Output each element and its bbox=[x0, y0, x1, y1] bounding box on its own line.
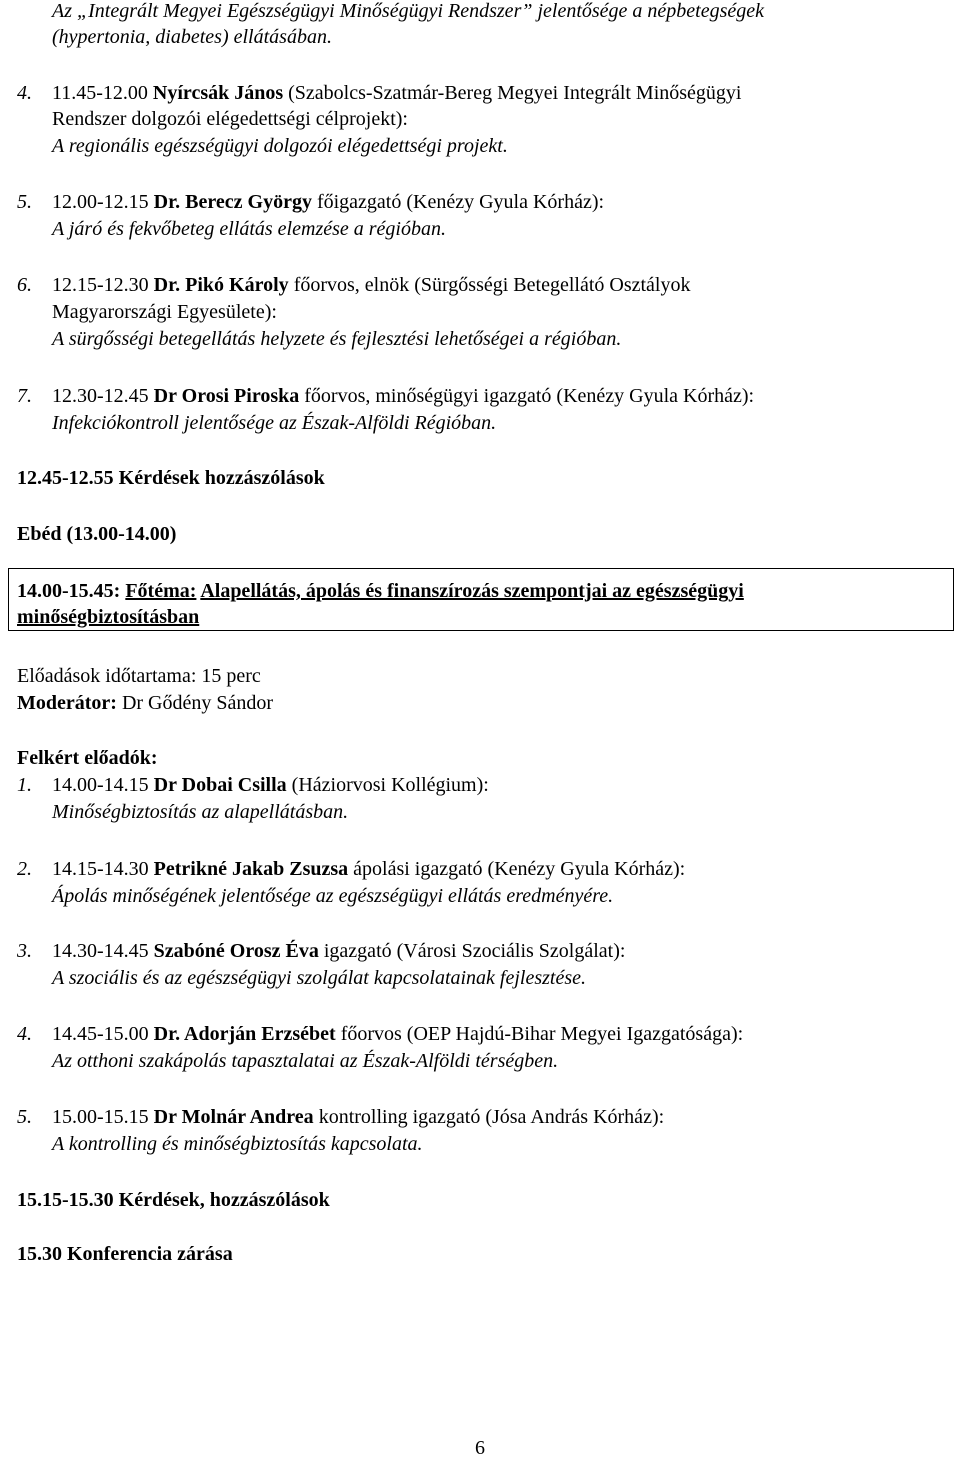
speaker-name: Dr Orosi Piroska bbox=[153, 385, 300, 407]
main-topic-time: 14.00-15.45: bbox=[17, 580, 121, 602]
speakers-heading: Felkért előadók: bbox=[17, 747, 158, 769]
main-topic-label: Főtéma: bbox=[125, 580, 197, 602]
agenda-item-header bbox=[52, 272, 690, 298]
speaker-affiliation-cont: Magyarországi Egyesülete): bbox=[52, 301, 277, 323]
item-number: 2. bbox=[17, 858, 32, 880]
conference-closing: 15.30 Konferencia zárása bbox=[17, 1243, 233, 1265]
agenda-item-header bbox=[52, 772, 489, 798]
agenda-item-header bbox=[52, 383, 754, 409]
questions-slot: 15.15-15.30 Kérdések, hozzászólások bbox=[17, 1189, 330, 1211]
speaker-affiliation-cont: Rendszer dolgozói elégedettségi célprojekt): bbox=[52, 108, 408, 130]
agenda-item-header bbox=[52, 80, 742, 106]
item-number: 5. bbox=[17, 191, 32, 213]
speaker-affiliation: (Szabolcs-Szatmár-Bereg Megyei Integrált Minőségügyi bbox=[288, 82, 742, 104]
agenda-item-header bbox=[52, 1104, 664, 1130]
item-time: 12.00-12.15 bbox=[52, 191, 149, 213]
speaker-affiliation: főorvos, elnök (Sürgősségi Betegellátó Osztályok bbox=[293, 274, 691, 296]
talk-title: Infekciókontroll jelentősége az Észak-Alföldi Régióban. bbox=[52, 412, 497, 434]
agenda-item-header bbox=[52, 856, 685, 882]
main-topic-text: Alapellátás, ápolás és finanszírozás szempontjai az egészségügyi bbox=[200, 580, 744, 602]
item-number: 4. bbox=[17, 82, 32, 104]
item-time: 14.00-14.15 bbox=[52, 774, 149, 796]
item-time: 14.30-14.45 bbox=[52, 940, 149, 962]
speaker-affiliation: főigazgató (Kenézy Gyula Kórház): bbox=[316, 191, 605, 213]
talk-title: A járó és fekvőbeteg ellátás elemzése a régióban. bbox=[52, 218, 446, 240]
item-time: 11.45-12.00 bbox=[52, 82, 148, 104]
speaker-name: Dr. Berecz György bbox=[153, 191, 312, 213]
talk-duration: Előadások időtartama: 15 perc bbox=[17, 665, 261, 687]
moderator-name: Dr Gődény Sándor bbox=[121, 692, 274, 714]
page-number: 6 bbox=[475, 1437, 485, 1459]
item-time: 15.00-15.15 bbox=[52, 1106, 149, 1128]
speaker-name: Dr Dobai Csilla bbox=[153, 774, 287, 796]
speaker-name: Dr. Adorján Erzsébet bbox=[153, 1023, 336, 1045]
speaker-name: Nyírcsák János bbox=[152, 82, 284, 104]
speaker-name: Szabóné Orosz Éva bbox=[153, 940, 319, 962]
moderator bbox=[17, 690, 273, 716]
agenda-item-header bbox=[52, 189, 604, 215]
item-number: 1. bbox=[17, 774, 32, 796]
speaker-affiliation: (Háziorvosi Kollégium): bbox=[291, 774, 489, 796]
speaker-name: Dr. Pikó Károly bbox=[153, 274, 289, 296]
item-number: 3. bbox=[17, 940, 32, 962]
questions-slot: 12.45-12.55 Kérdések hozzászólások bbox=[17, 467, 325, 489]
intro-line-1: Az „Integrált Megyei Egészségügyi Minőségügyi Rendszer” jelentősége a népbetegségek bbox=[52, 0, 765, 22]
item-time: 12.15-12.30 bbox=[52, 274, 149, 296]
speaker-affiliation: ápolási igazgató (Kenézy Gyula Kórház): bbox=[353, 858, 686, 880]
talk-title: A kontrolling és minőségbiztosítás kapcsolata. bbox=[52, 1133, 423, 1155]
moderator-label: Moderátor: bbox=[17, 692, 117, 714]
speaker-affiliation: igazgató (Városi Szociális Szolgálat): bbox=[323, 940, 626, 962]
item-number: 7. bbox=[17, 385, 32, 407]
item-time: 14.15-14.30 bbox=[52, 858, 149, 880]
talk-title: A regionális egészségügyi dolgozói elégedettségi projekt. bbox=[52, 135, 508, 157]
speaker-name: Dr Molnár Andrea bbox=[153, 1106, 314, 1128]
item-number: 6. bbox=[17, 274, 32, 296]
item-number: 5. bbox=[17, 1106, 32, 1128]
main-topic-line-1 bbox=[17, 578, 744, 604]
item-time: 12.30-12.45 bbox=[52, 385, 149, 407]
speaker-affiliation: főorvos (OEP Hajdú-Bihar Megyei Igazgatósága): bbox=[340, 1023, 744, 1045]
intro-line-2: (hypertonia, diabetes) ellátásában. bbox=[52, 26, 332, 48]
agenda-item-header bbox=[52, 1021, 743, 1047]
item-number: 4. bbox=[17, 1023, 32, 1045]
speaker-name: Petrikné Jakab Zsuzsa bbox=[153, 858, 349, 880]
talk-title: Az otthoni szakápolás tapasztalatai az Észak-Alföldi térségben. bbox=[52, 1050, 559, 1072]
lunch-break: Ebéd (13.00-14.00) bbox=[17, 523, 177, 545]
speaker-affiliation: főorvos, minőségügyi igazgató (Kenézy Gyula Kórház): bbox=[304, 385, 755, 407]
agenda-item-header bbox=[52, 938, 625, 964]
main-topic-line-2: minőségbiztosításban bbox=[17, 606, 200, 628]
talk-title: Minőségbiztosítás az alapellátásban. bbox=[52, 801, 349, 823]
talk-title: A szociális és az egészségügyi szolgálat kapcsolatainak fejlesztése. bbox=[52, 967, 587, 989]
speaker-affiliation: kontrolling igazgató (Jósa András Kórház): bbox=[318, 1106, 665, 1128]
talk-title: Ápolás minőségének jelentősége az egészségügyi ellátás eredményére. bbox=[52, 885, 614, 907]
talk-title: A sürgősségi betegellátás helyzete és fejlesztési lehetőségei a régióban. bbox=[52, 328, 622, 350]
item-time: 14.45-15.00 bbox=[52, 1023, 149, 1045]
